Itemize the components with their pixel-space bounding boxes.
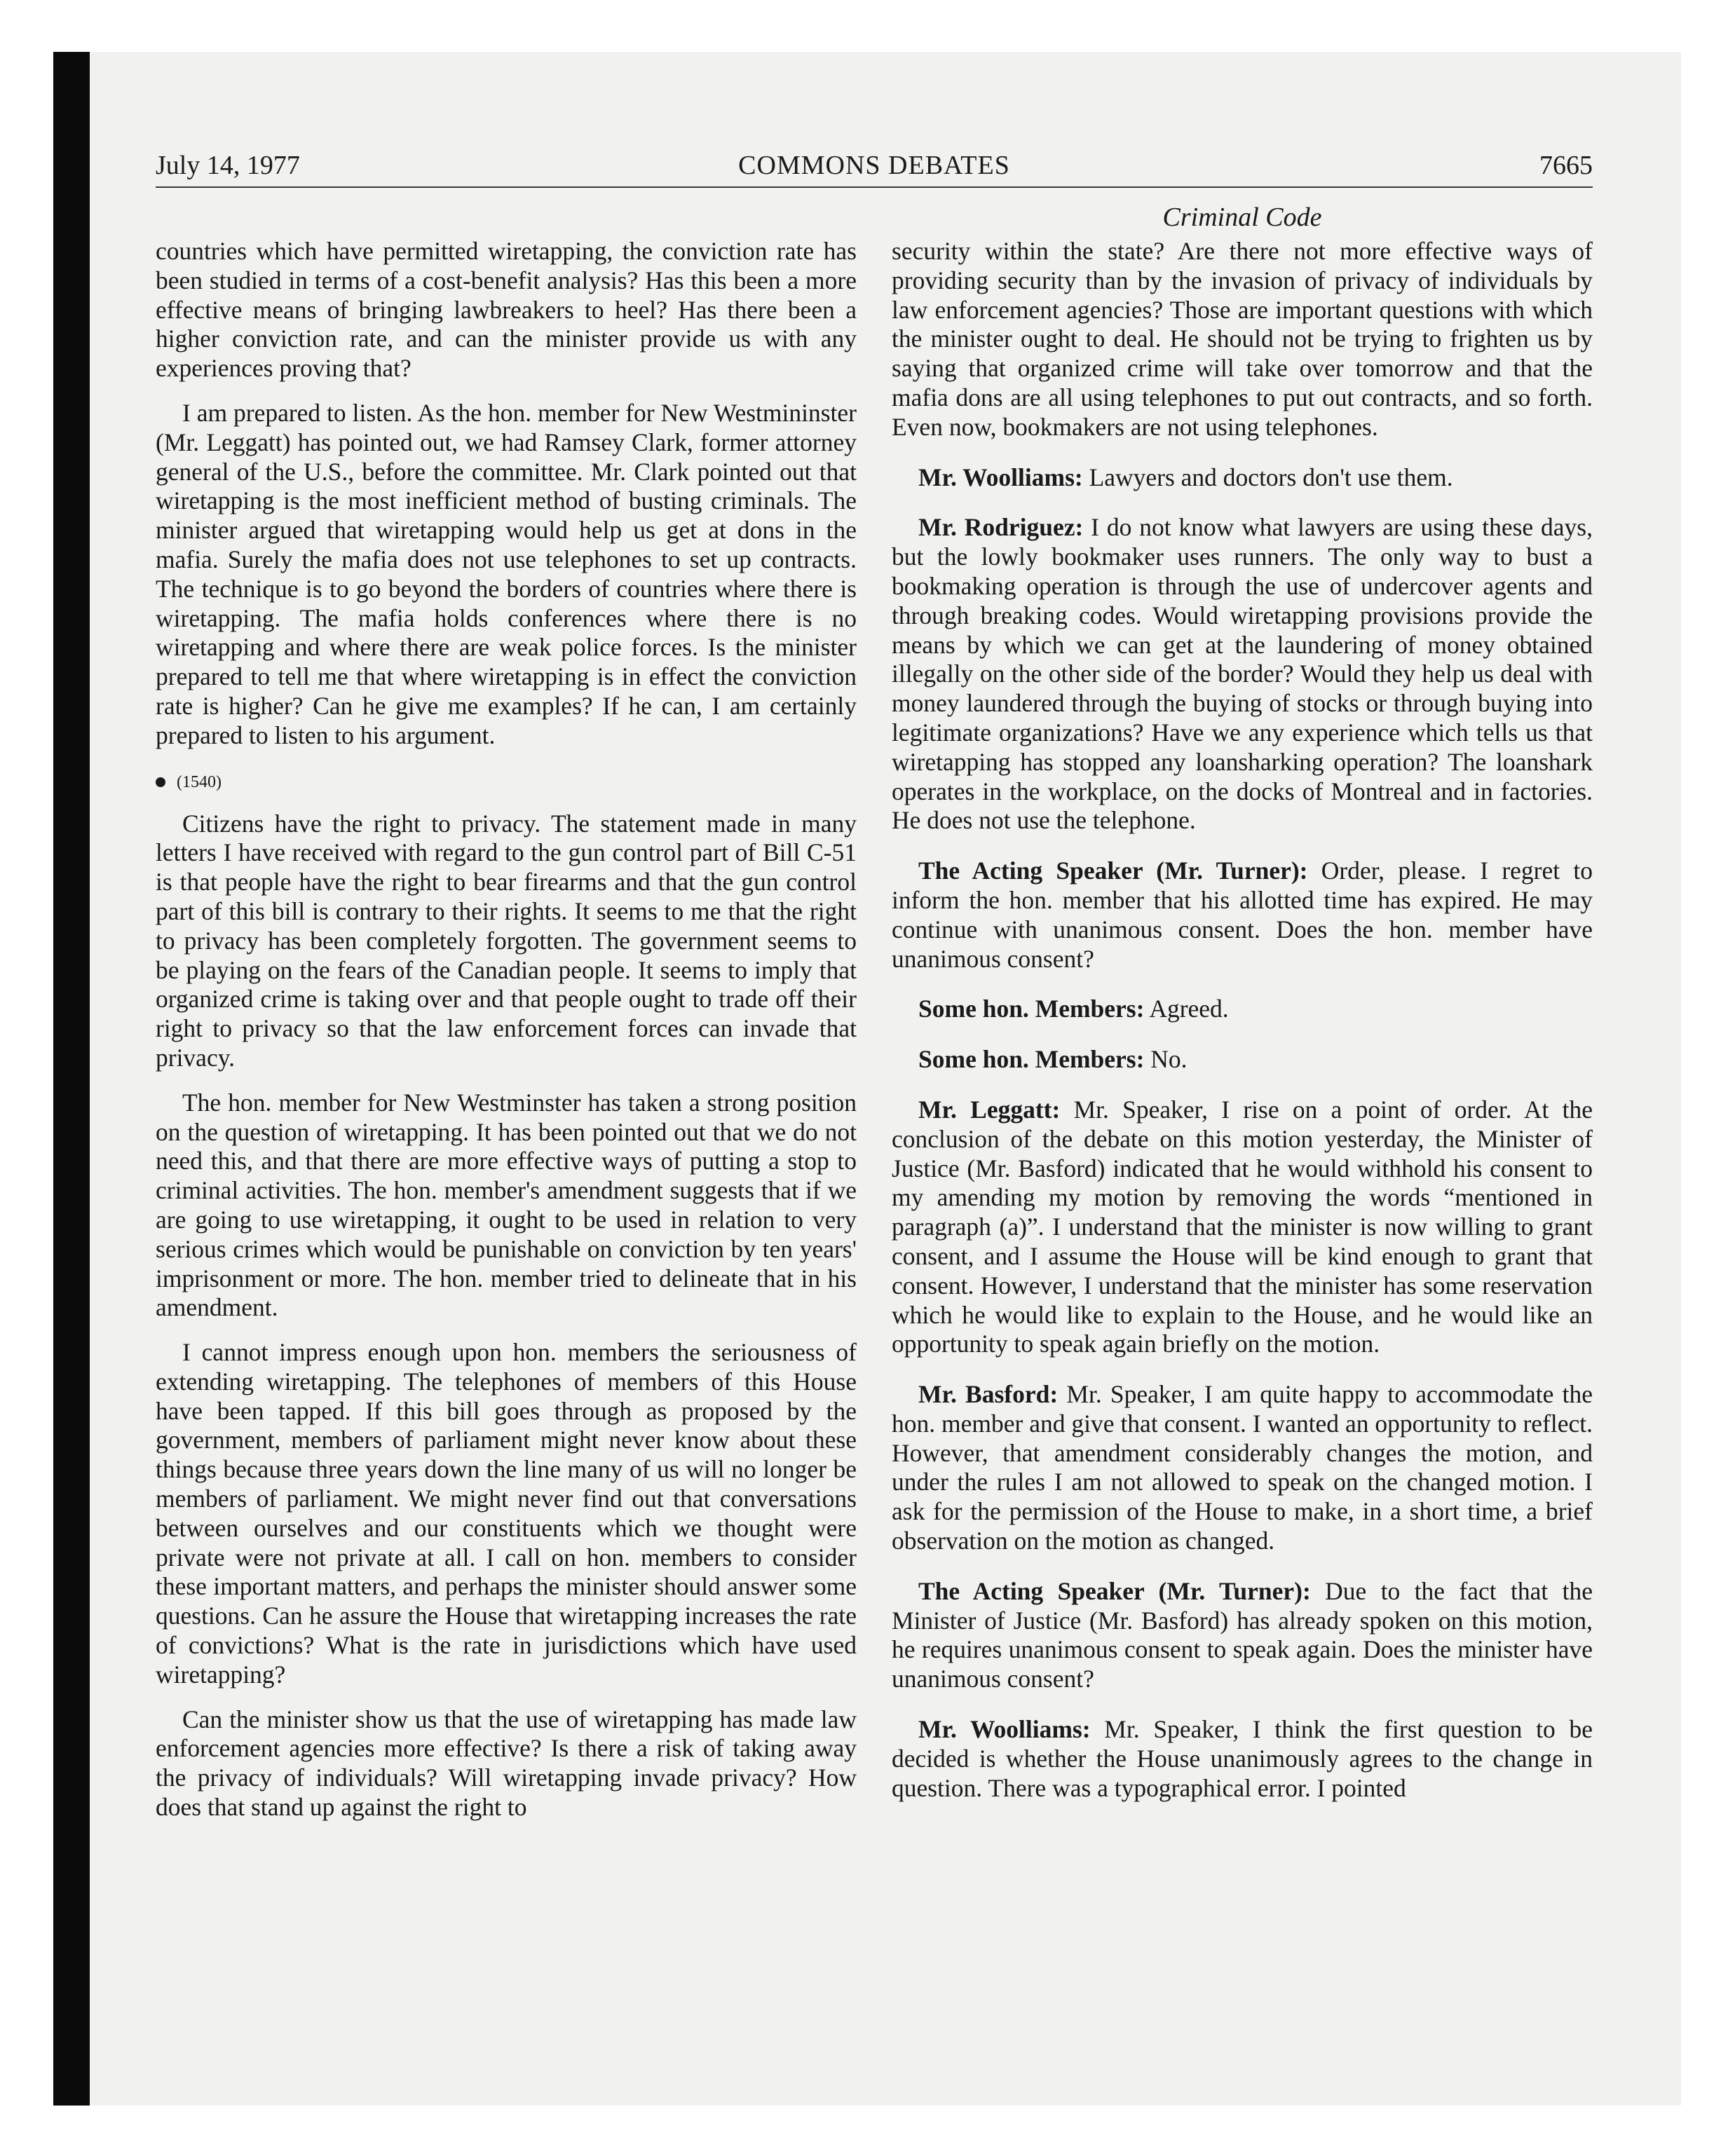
speech-text: Mr. Speaker, I think the first question to be decided is whether the House unanimously agrees to the change in question. There was a typographical error. I pointed (892, 1715, 1593, 1802)
header-date: July 14, 1977 (156, 151, 300, 180)
speaker-name: Mr. Basford: (918, 1380, 1059, 1409)
running-title: Criminal Code (1162, 203, 1322, 232)
speech-text: Due to the fact that the Minister of Justice (Mr. Basford) has already spoken on this motion, he requires unanimous consent to speak again. Does the minister have unanimous consent? (892, 1576, 1593, 1693)
paragraph: Citizens have the right to privacy. The statement made in many letters I have received with regard to the gun control part of Bill C-51 is that people have the right to bear firearms and that the gun control part of this bill is contrary to their rights. It seems to me that the right to privacy has been completely forgotten. The government seems to be playing on the fears of the Canadian people. It seems to imply that organized crime is taking over and that people ought to trade off their right to privacy so that the law enforcement forces can invade that privacy. (156, 809, 857, 1072)
speech-text: Lawyers and doctors don't use them. (1082, 463, 1453, 491)
paragraph: Can the minister show us that the use of wiretapping has made law enforcement agencies more effective? Is there a risk of taking away the privacy of individuals? Will wiretapping invade privacy? How does that stand up against the right to (156, 1705, 857, 1822)
speech (892, 857, 1593, 974)
speech (892, 1577, 1593, 1694)
speaker-name: Some hon. Members: (918, 1045, 1145, 1074)
speech (892, 1380, 1593, 1556)
speaker-name: Mr. Woolliams: (918, 1715, 1091, 1744)
speech-text: I do not know what lawyers are using these days, but the lowly bookmaker uses runners. The only way to bust a bookmaking operation is through the use of undercover agents and through breaking codes. Would wiretapping provisions provide the means by which we can get at the laundering of money obtained illegally on the other side of the border? Would they help us deal with money laundered through the buying of stocks or through buying into legitimate organizations? Have we any experience which tells us that wiretapping has stopped any loansharking operation? The loanshark operates in the workplace, on the docks of Montreal and in factories. He does not use the telephone. (892, 513, 1593, 835)
speech (892, 1096, 1593, 1359)
speech (892, 513, 1593, 835)
left-column (156, 237, 857, 1822)
paragraph: I cannot impress enough upon hon. members the seriousness of extending wiretapping. The telephones of members of this House have been tapped. If this bill goes through as proposed by the government, members of parliament might never know about these things because three years down the line many of us will no longer be members of parliament. We might never find out that conversations between ourselves and our constituents which we thought were private were not private at all. I call on hon. members to consider these important matters, and perhaps the minister should answer some questions. Can he assure the House that wiretapping increases the rate of convictions? What is the rate in jurisdictions which have used wiretapping? (156, 1338, 857, 1688)
speech (892, 1715, 1593, 1803)
right-column (892, 237, 1593, 1803)
header-journal-title: COMMONS DEBATES (738, 151, 1010, 180)
speaker-name: Mr. Leggatt: (918, 1095, 1061, 1124)
speech (892, 463, 1593, 493)
page-header (156, 144, 1593, 188)
speech-text: No. (1144, 1045, 1188, 1074)
speech (892, 1045, 1593, 1074)
speech-text: Agreed. (1144, 995, 1229, 1023)
speech-text: Mr. Speaker, I rise on a point of order. At the conclusion of the debate on this motion yesterday, the Minister of Justice (Mr. Basford) indicated that he would withhold his consent to my amending my motion by removing the words “mentioned in paragraph (a)”. I understand that the minister is now willing to grant consent, and I assume the House will be kind enough to grant that consent. However, I understand that the minister has some reservation which he would like to explain to the House, and he would like an opportunity to speak again briefly on the motion. (892, 1095, 1593, 1358)
speaker-name: The Acting Speaker (Mr. Turner): (918, 857, 1308, 885)
paragraph: The hon. member for New Westminster has taken a strong position on the question of wiretapping. It has been pointed out that we do not need this, and that there are more effective ways of putting a stop to criminal activities. The hon. member's amendment suggests that if we are going to use wiretapping, it ought to be used in relation to very serious crimes which would be punishable on conviction by ten years' imprisonment or more. The hon. member tried to delineate that in his amendment. (156, 1088, 857, 1322)
speech-text: Order, please. I regret to inform the hon. member that his allotted time has expired. He may continue with unanimous consent. Does the hon. member have unanimous consent? (892, 857, 1593, 973)
bullet-icon (156, 777, 165, 787)
speaker-name: The Acting Speaker (Mr. Turner): (918, 1576, 1311, 1605)
speech-text: Mr. Speaker, I am quite happy to accommodate the hon. member and give that consent. I wanted an opportunity to reflect. However, that amendment considerably changes the motion, and under the rules I am not allowed to speak on the changed motion. I ask for the permission of the House to make, in a short time, a brief observation on the motion as changed. (892, 1380, 1593, 1555)
speaker-name: Mr. Rodriguez: (918, 513, 1084, 542)
speaker-name: Some hon. Members: (918, 995, 1145, 1023)
speech (892, 995, 1593, 1024)
paragraph: security within the state? Are there not more effective ways of providing security than by the invasion of privacy of individuals by law enforcement agencies? Those are important questions with which the minister ought to deal. He should not be trying to frighten us by saying that organized crime will take over tomorrow and that the mafia dons are all using telephones to put out contracts, and so forth. Even now, bookmakers are not using telephones. (892, 237, 1593, 441)
binding-edge (53, 52, 90, 2106)
timestamp-text: (1540) (177, 772, 222, 791)
paragraph: countries which have permitted wiretapping, the conviction rate has been studied in terms of a cost-benefit analysis? Has this been a more effective means of bringing lawbreakers to heel? Has there been a higher conviction rate, and can the minister provide us with any experiences proving that? (156, 237, 857, 383)
header-page-number: 7665 (1539, 151, 1593, 180)
speaker-name: Mr. Woolliams: (918, 463, 1083, 491)
timestamp-marker (156, 772, 857, 793)
paragraph: I am prepared to listen. As the hon. member for New Westmininster (Mr. Leggatt) has pointed out, we had Ramsey Clark, former attorney general of the U.S., before the committee. Mr. Clark pointed out that wiretapping is the most inefficient method of busting criminals. The minister argued that wiretapping would help us get at dons in the mafia. Surely the mafia does not use telephones to set up contracts. The technique is to go beyond the borders of countries where there is wiretapping. The mafia holds conferences where there is no wiretapping and where there are weak police forces. Is the minister prepared to tell me that where wiretapping is in effect the conviction rate is higher? Can he give me examples? If he can, I am certainly prepared to listen to his argument. (156, 398, 857, 749)
